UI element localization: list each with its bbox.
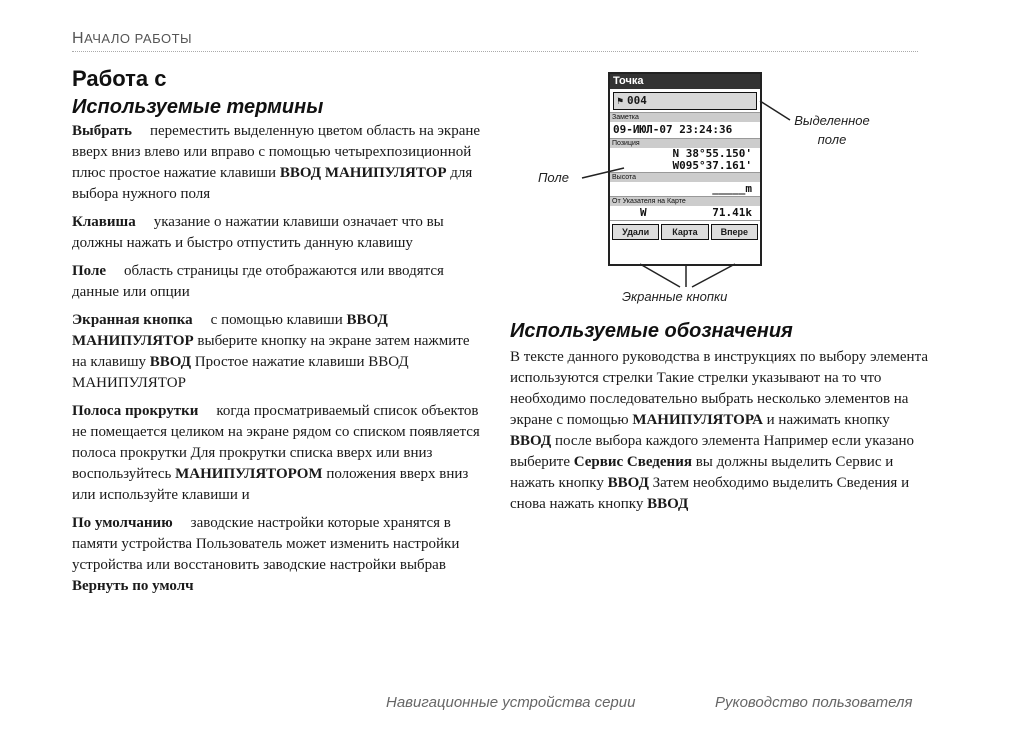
conventions-paragraph: В тексте данного руководства в инструкциях по выбору элемента используются стрелки Такие стрелки указывают на то что необходимо последовательно выбрать несколько элементов на экране с помощью МАНИПУЛЯТОРА и нажимать кнопку ВВОД после выбора каждого элемента Например если указано выберите Сервис Сведения вы должны выделить Сервис и нажать кнопку ВВОД Затем необходимо выделить Сведения и снова нажать кнопку ВВОД — [510, 349, 928, 512]
term-select: Выбрать переместить выделенную цветом область на экране вверх вниз влево или вправо с помощью четырехпозиционной плюс простое нажатие клавиши ВВОД МАНИПУЛЯТОР для выбора нужного поля — [72, 123, 481, 202]
buttons-line-3 — [692, 264, 735, 287]
position-label: Позиция — [610, 139, 760, 148]
goto-button[interactable]: Впере — [711, 224, 758, 240]
right-column — [510, 320, 930, 522]
altitude-value[interactable]: _____m — [712, 182, 752, 195]
flag-icon: ⚑ — [617, 96, 624, 107]
position-lon[interactable]: W095°37.161' — [672, 159, 752, 172]
from-pointer-distance: 71.41k — [712, 206, 752, 219]
note-value[interactable]: 09-ИЮЛ-07 23:24:36 — [613, 123, 733, 136]
term-key: Клавиша указание о нажатии клавиши означает что вы должны нажать и быстро отпустить данную клавишу — [72, 214, 444, 251]
callout-screen-buttons: Экранные кнопки — [622, 289, 728, 304]
terms-heading: Используемые термины — [72, 96, 324, 118]
footer-manual: Руководство пользователя — [715, 694, 913, 711]
field-line — [582, 168, 624, 178]
running-head: НАЧАЛО РАБОТЫ — [72, 30, 918, 52]
term-field: Поле область страницы где отображаются или вводятся данные или опции — [72, 263, 444, 300]
map-button[interactable]: Карта — [661, 224, 708, 240]
from-pointer-label: От Указателя на Карте — [610, 197, 760, 206]
delete-button[interactable]: Удали — [612, 224, 659, 240]
term-scrollbar: Полоса прокрутки когда просматриваемый список объектов не помещается целиком на экране рядом со списком появляется полоса прокрутки Для прокрутки списка вверх или вниз воспользуйтесь МАНИПУЛЯТОРОМ положения вверх вниз или используйте клавиши и — [72, 403, 480, 503]
callout-selected-field: Выделенное поле — [794, 113, 870, 147]
device-title: Точка — [610, 74, 760, 89]
waypoint-name-field[interactable]: ⚑ 004 — [613, 92, 757, 110]
term-default: По умолчанию заводские настройки которые хранятся в памяти устройства Пользователь может изменить настройки устройства или восстановить заводские настройки выбрав Вернуть по умолч — [72, 515, 460, 594]
note-label: Заметка — [610, 113, 760, 122]
footer-series: Навигационные устройства серии — [386, 694, 636, 711]
from-pointer-direction: W — [640, 206, 647, 219]
buttons-line-1 — [640, 264, 680, 287]
position-lat[interactable]: N 38°55.150' — [672, 147, 752, 160]
altitude-label: Высота — [610, 173, 760, 182]
conventions-heading: Используемые обозначения — [510, 320, 793, 342]
page-title: Работа с — [72, 66, 167, 91]
term-screen-button: Экранная кнопка с помощью клавиши ВВОД МАНИПУЛЯТОР выберите кнопку на экране затем нажмите на клавишу ВВОД Простое нажатие клавиши ВВОД МАНИПУЛЯТОР — [72, 312, 470, 391]
callout-field: Поле — [538, 170, 569, 185]
